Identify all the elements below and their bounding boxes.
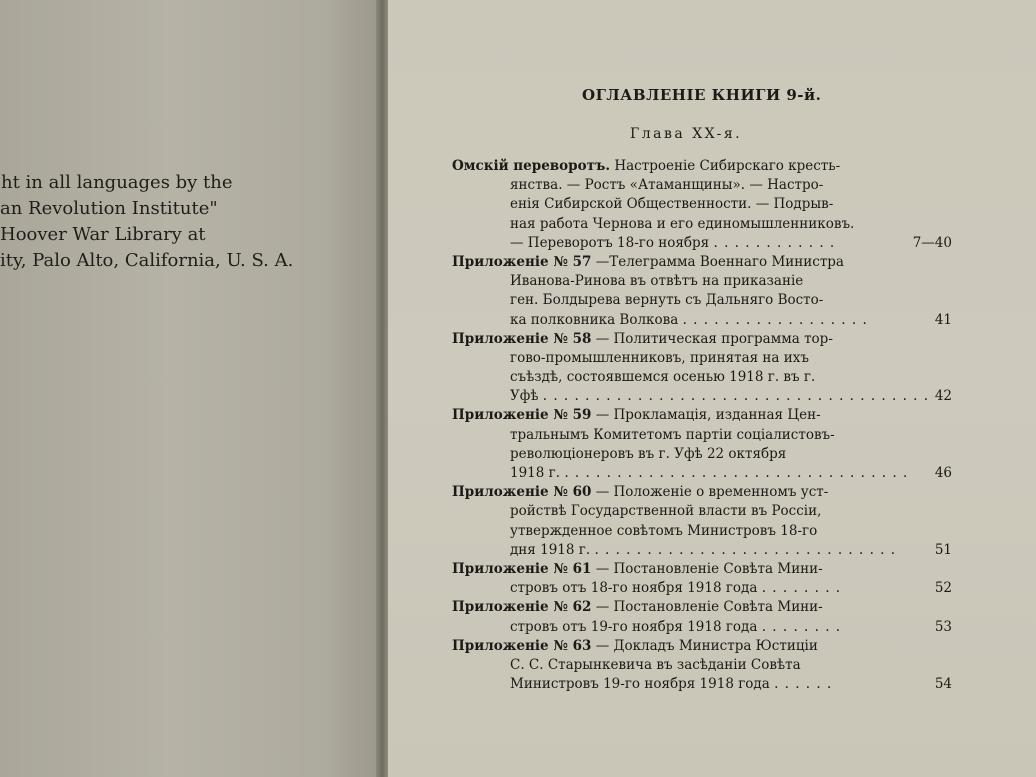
toc-entry bbox=[452, 406, 952, 483]
entry-text-line: — Докладъ Министра Юстиціи bbox=[595, 637, 818, 654]
entry-text-line: Министровъ 19-го ноября 1918 года bbox=[510, 676, 770, 693]
entry-text-line: Иванова-Ринова въ отвѣтъ на приказаніе bbox=[510, 273, 804, 290]
toc-entry bbox=[452, 598, 952, 636]
dot-leader: . . . . . . . . . . . . . . . . . . . . . . . . . . . . . bbox=[594, 541, 897, 558]
entry-label: Приложеніе № 60 bbox=[452, 484, 592, 501]
dot-leader: . . . . . . . . . . . . . . . . . . . . . . . . . . . . . . . . . bbox=[564, 465, 909, 481]
dot-leader: . . . . . . bbox=[774, 676, 833, 693]
page-number: 42 bbox=[934, 388, 952, 405]
entry-label: Омскій переворотъ. bbox=[452, 158, 611, 174]
entry-text-line: — Прокламація, изданная Цен- bbox=[595, 407, 821, 424]
page-title: ОГЛАВЛЕНІЕ КНИГИ 9-й. bbox=[582, 86, 822, 104]
entry-text-line: енія Сибирской Общественности. — Подрыв- bbox=[510, 196, 834, 213]
toc-entry bbox=[452, 330, 952, 407]
entry-text-line: съѣздѣ, состоявшемся осенью 1918 г. въ г. bbox=[510, 369, 816, 386]
entry-text-line: С. С. Старынкевича въ засѣданіи Совѣта bbox=[510, 656, 801, 673]
entry-text-line: — Постановленіе Совѣта Мини- bbox=[595, 599, 823, 616]
page-number: 41 bbox=[934, 311, 952, 328]
copyright-notice bbox=[0, 170, 380, 274]
page-number: 52 bbox=[934, 580, 952, 597]
entry-text-line: Уфѣ bbox=[510, 388, 539, 405]
entry-text-line: —Телеграмма Военнаго Министра bbox=[595, 253, 844, 270]
entry-text-line: — Положеніе о временномъ уст- bbox=[595, 484, 829, 501]
dot-leader: . . . . . . . . bbox=[761, 618, 842, 635]
toc-entry bbox=[452, 483, 952, 560]
entry-text-line: гово-промышленниковъ, принятая на ихъ bbox=[510, 349, 809, 366]
entry-label: Приложеніе № 58 bbox=[452, 330, 592, 347]
entry-text-line: ройствѣ Государственной власти въ Россіи, bbox=[510, 503, 822, 520]
dot-leader: . . . . . . . . . . . . . . . . . . bbox=[682, 311, 868, 328]
entry-text-line: — Переворотъ 18-го ноября bbox=[510, 234, 710, 251]
copyright-line: ht in all languages by the bbox=[1, 172, 233, 193]
entry-text-line: дня 1918 г. bbox=[510, 541, 591, 558]
dot-leader: . . . . . . . . . . . . . . . . . . . . . . . . . . . . . . . . . . . . . bbox=[542, 388, 930, 405]
page-number: 46 bbox=[934, 465, 952, 481]
entry-text-line: 1918 г. bbox=[510, 465, 561, 481]
entry-text-line: революціонеровъ въ г. Уфѣ 22 октября bbox=[510, 445, 787, 462]
entry-text-line: стровъ отъ 18-го ноября 1918 года bbox=[510, 580, 758, 597]
entry-label: Приложеніе № 63 bbox=[452, 637, 592, 654]
entry-text-line: тральнымъ Комитетомъ партіи соціалистовъ- bbox=[510, 426, 835, 443]
page-number: 54 bbox=[934, 676, 952, 693]
entry-label: Приложеніе № 61 bbox=[452, 560, 592, 577]
copyright-line: an Revolution Institute" bbox=[0, 198, 218, 219]
entry-text-line: ная работа Чернова и его единомышленниковъ. bbox=[510, 215, 855, 232]
page-number: 53 bbox=[934, 618, 952, 635]
toc-entry bbox=[452, 253, 952, 330]
entry-text-line: янства. — Ростъ «Атаманщины». — Настро- bbox=[510, 177, 824, 194]
page-number: 51 bbox=[934, 541, 952, 558]
toc-list bbox=[452, 157, 952, 694]
left-page bbox=[0, 0, 382, 777]
entry-text-line: ген. Болдырева вернуть съ Дальняго Восто- bbox=[510, 292, 824, 309]
copyright-line: Hoover War Library at bbox=[0, 224, 206, 245]
toc-entry bbox=[452, 637, 952, 695]
entry-text-line: стровъ отъ 19-го ноября 1918 года bbox=[510, 618, 758, 635]
copyright-line: ity, Palo Alto, California, U. S. A. bbox=[0, 250, 294, 271]
entry-text-line: ка полковника Волкова bbox=[510, 311, 679, 328]
entry-text-line: Настроеніе Сибирскаго кресть- bbox=[614, 158, 841, 174]
entry-label: Приложеніе № 62 bbox=[452, 599, 592, 616]
entry-text-line: утвержденное совѣтомъ Министровъ 18-го bbox=[510, 522, 818, 539]
entry-label: Приложеніе № 57 bbox=[452, 253, 592, 270]
dot-leader: . . . . . . . . . . . . bbox=[713, 234, 836, 251]
bleed-through-text bbox=[120, 90, 127, 115]
entry-label: Приложеніе № 59 bbox=[452, 407, 592, 424]
toc-entry bbox=[452, 157, 952, 253]
entry-text-line: — Политическая программа тор- bbox=[595, 330, 833, 347]
entry-text-line: — Постановленіе Совѣта Мини- bbox=[595, 560, 823, 577]
page-number: 7—40 bbox=[912, 234, 952, 251]
dot-leader: . . . . . . . . bbox=[761, 580, 842, 597]
toc-entry bbox=[452, 560, 952, 598]
chapter-heading: Глава XX-я. bbox=[630, 126, 743, 142]
